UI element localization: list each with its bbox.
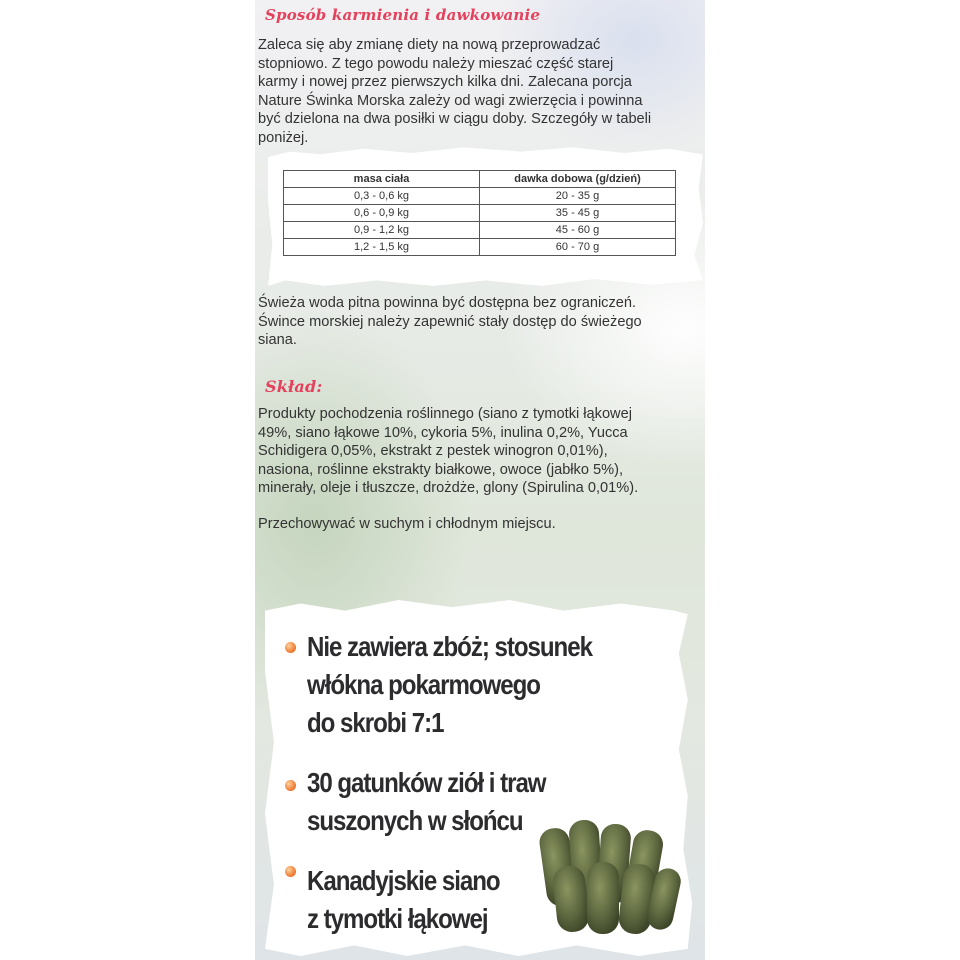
- feature-line: 30 gatunków ziół i traw: [307, 767, 546, 798]
- storage-text: Przechowywać w suchym i chłodnym miejscu.: [258, 516, 556, 532]
- bullet-icon: [285, 866, 296, 877]
- feature-herbs: [307, 764, 546, 840]
- feature-timothy-hay: [307, 862, 500, 938]
- bullet-icon: [285, 780, 296, 791]
- composition-line: Produkty pochodzenia roślinnego (siano z tymotki łąkowej: [258, 406, 632, 422]
- composition-line: 49%, siano łąkowe 10%, cykoria 5%, inulina 0,2%, Yucca: [258, 424, 628, 441]
- table-header-row: [284, 171, 676, 188]
- feeding-paragraph: [258, 36, 698, 147]
- feature-line: Nie zawiera zbóż; stosunek: [307, 631, 592, 662]
- feature-line: suszonych w słońcu: [307, 805, 523, 836]
- water-line: Śwince morskiej należy zapewnić stały dostęp do świeżego: [258, 313, 642, 330]
- feeding-line: karmy i nowej przez pierwszych kilka dni. Zalecana porcja: [258, 74, 632, 90]
- feeding-line: Zaleca się aby zmianę diety na nową przeprowadzać: [258, 37, 601, 53]
- table-cell: 0,3 - 0,6 kg: [284, 188, 480, 205]
- water-line: siana.: [258, 332, 297, 348]
- feeding-line: być dzielona na dwa posiłki w ciągu doby. Szczegóły w tabeli: [258, 111, 652, 127]
- dosage-table: [283, 170, 676, 256]
- table-row: [284, 239, 676, 256]
- composition-line: Schidigera 0,05%, ekstrakt z pestek winogron 0,01%),: [258, 443, 608, 459]
- feeding-line: poniżej.: [258, 129, 309, 146]
- water-paragraph: [258, 294, 698, 350]
- feature-line: z tymotki łąkowej: [307, 903, 488, 934]
- table-row: [284, 205, 676, 222]
- table-cell: 1,2 - 1,5 kg: [284, 239, 480, 256]
- table-header-dose: dawka dobowa (g/dzień): [480, 171, 676, 188]
- table-cell: 20 - 35 g: [480, 188, 676, 205]
- feeding-line: stopniowo. Z tego powodu należy mieszać część starej: [258, 55, 614, 72]
- feature-line: włókna pokarmowego: [307, 669, 540, 700]
- composition-line: minerały, oleje i tłuszcze, drożdże, glony (Spirulina 0,01%).: [258, 480, 639, 496]
- pellets-image: [537, 818, 683, 938]
- feeding-heading: Sposób karmienia i dawkowanie: [265, 6, 541, 24]
- table-cell: 35 - 45 g: [480, 205, 676, 222]
- table-header-weight: masa ciała: [284, 171, 480, 188]
- product-label-panel: [255, 0, 705, 960]
- table-cell: 0,6 - 0,9 kg: [284, 205, 480, 222]
- table-cell: 45 - 60 g: [480, 222, 676, 239]
- feature-line: do skrobi 7:1: [307, 707, 444, 738]
- composition-heading: Skład:: [265, 377, 323, 396]
- table-cell: 60 - 70 g: [480, 239, 676, 256]
- table-row: [284, 188, 676, 205]
- composition-paragraph: [258, 405, 698, 498]
- bullet-icon: [285, 642, 296, 653]
- water-line: Świeża woda pitna powinna być dostępna bez ograniczeń.: [258, 295, 637, 311]
- table-row: [284, 222, 676, 239]
- feeding-line: Nature Świnka Morska zależy od wagi zwierzęcia i powinna: [258, 92, 643, 109]
- composition-line: nasiona, roślinne ekstrakty białkowe, owoce (jabłko 5%),: [258, 461, 624, 478]
- feature-grain-free: [307, 628, 592, 742]
- feature-line: Kanadyjskie siano: [307, 865, 500, 896]
- table-cell: 0,9 - 1,2 kg: [284, 222, 480, 239]
